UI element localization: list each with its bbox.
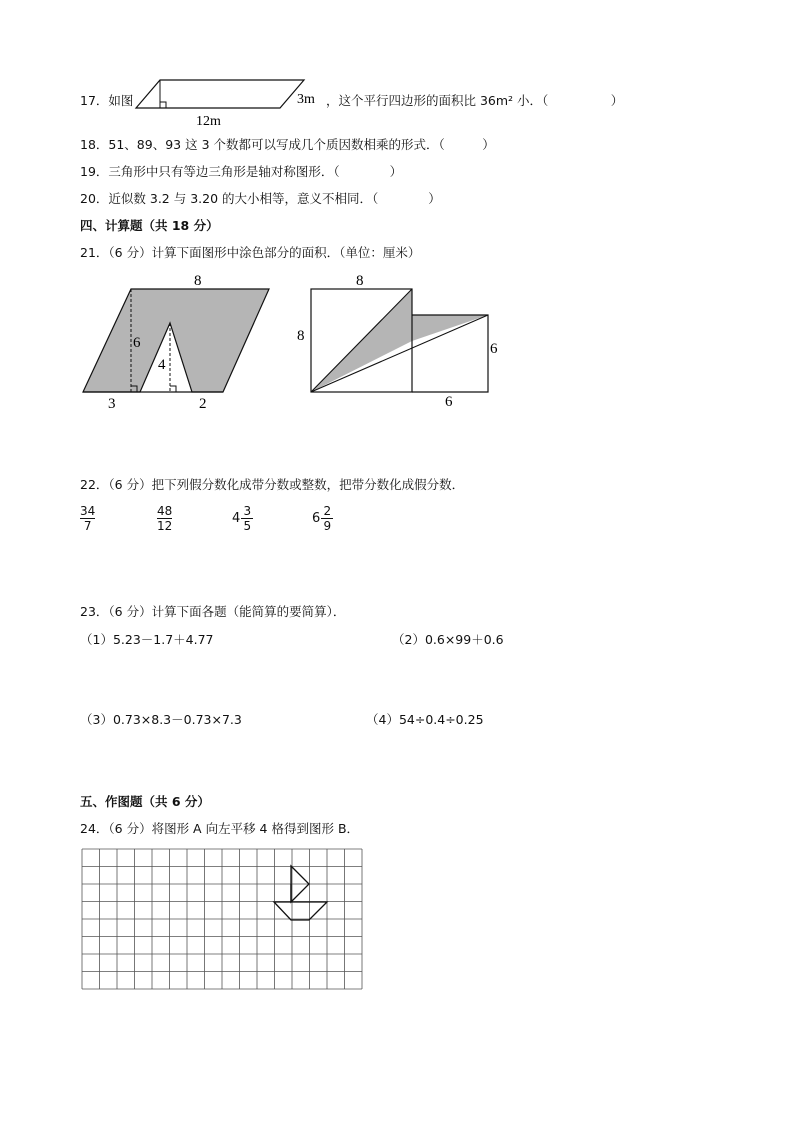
fraction-numerator: 34 — [80, 504, 96, 518]
q18-text: 18．51、89、93 这 3 个数都可以写成几个质因数相乘的形式．（ ） — [80, 137, 495, 152]
fraction-denominator: 9 — [323, 519, 332, 533]
fraction-numerator: 48 — [157, 504, 173, 518]
fraction-denominator: 12 — [157, 519, 173, 533]
q21-figure-parallelogram — [78, 268, 278, 416]
q19-text: 19．三角形中只有等边三角形是轴对称图形．（ ） — [80, 164, 403, 179]
q23-part-2: （2）0.6×99＋0.6 — [392, 632, 504, 647]
grid-lines — [82, 849, 362, 989]
fraction-denominator: 5 — [243, 519, 252, 533]
fig1-height-label: 6 — [133, 335, 141, 351]
q17-prefix: 17．如图 — [80, 93, 134, 108]
fig1-left-base-label: 3 — [108, 396, 116, 412]
q24-grid-figure — [81, 848, 363, 991]
fraction-numerator: 3 — [243, 504, 252, 518]
q23-part-4: （4）54÷0.4÷0.25 — [366, 712, 484, 727]
mixed-number-6-2-9 — [312, 504, 333, 533]
fig1-right-base-label: 2 — [199, 396, 207, 412]
mixed-whole: 4 — [232, 511, 241, 526]
q21-text: 21．（6 分）计算下面图形中涂色部分的面积．（单位：厘米） — [80, 245, 421, 260]
fraction-34-7 — [80, 504, 95, 533]
fig2-bottom-label: 6 — [445, 394, 453, 410]
q17-suffix: ，这个平行四边形的面积比 36m² 小．（ ） — [326, 93, 624, 108]
q24-text: 24．（6 分）将图形 A 向左平移 4 格得到图形 B． — [80, 821, 360, 836]
section-4-heading: 四、计算题（共 18 分） — [80, 218, 219, 233]
q23-text: 23．（6 分）计算下面各题（能简算的要简算）． — [80, 604, 346, 619]
q23-part-1: （1）5.23－1.7＋4.77 — [80, 632, 214, 647]
q21-figure-squares — [290, 268, 510, 416]
mixed-number-4-3-5 — [232, 504, 253, 533]
fraction-numerator: 2 — [323, 504, 332, 518]
fraction-48-12 — [157, 504, 172, 533]
q17-side-label: 3m — [297, 92, 315, 107]
q22-text: 22．（6 分）把下列假分数化成带分数或整数，把带分数化成假分数． — [80, 477, 465, 492]
q23-part-3: （3）0.73×8.3－0.73×7.3 — [80, 712, 242, 727]
fig2-right-label: 6 — [490, 341, 498, 357]
q20-text: 20．近似数 3.2 与 3.20 的大小相等，意义不相同．（ ） — [80, 191, 441, 206]
mixed-fraction — [241, 504, 253, 533]
fig1-top-label: 8 — [194, 273, 202, 289]
fig1-inner-height-label: 4 — [158, 357, 166, 373]
figure-a-hull — [274, 902, 327, 920]
fraction-denominator: 7 — [83, 519, 92, 533]
fig2-top-label: 8 — [356, 273, 364, 289]
mixed-fraction — [321, 504, 333, 533]
mixed-whole: 6 — [312, 511, 321, 526]
q17-base-label: 12m — [196, 114, 221, 128]
q17-parallelogram-figure — [132, 74, 322, 128]
section-5-heading: 五、作图题（共 6 分） — [80, 794, 210, 809]
fig2-left-label: 8 — [297, 328, 305, 344]
